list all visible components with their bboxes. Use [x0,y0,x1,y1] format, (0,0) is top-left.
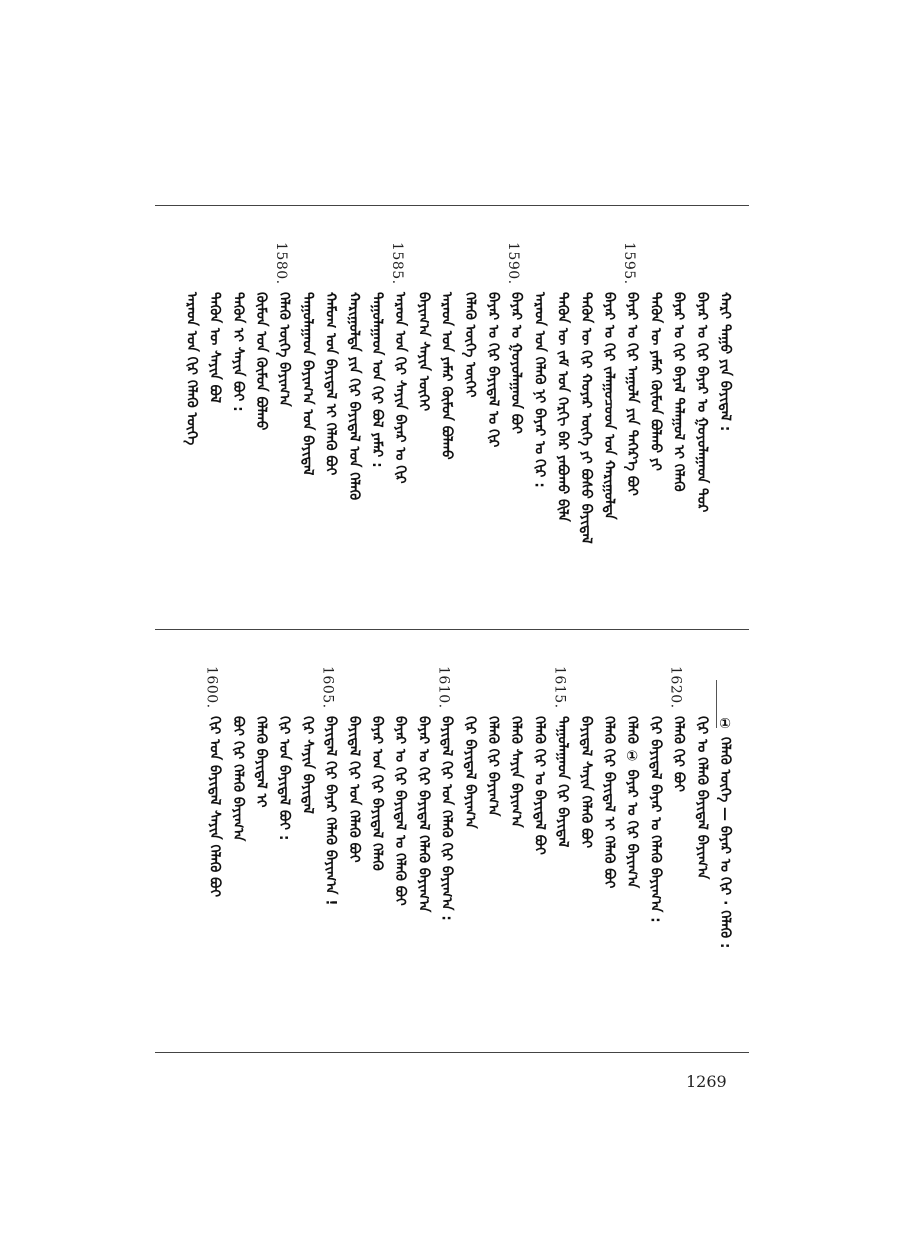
mongolian-text-line: ᠲᠡᠭᠦᠨ ᠦ ᠰᠠᠶᠢᠨ ᠪᠤᠯ [206,292,223,403]
top-rule [155,205,749,206]
mongolian-text-line: ᠲᠠᠭᠤᠯᠠᠭᠠᠳ ᠤᠨ ᠬᠢᠷ ᠪᠤᠯ ᠶᠠᠮᠠᠷ : [369,292,385,468]
mongolian-text-line: ᠲᠠᠭᠤᠯᠠᠭᠠᠳ ᠪᠠᠶᠢᠭ᠎ᠠ ᠤᠨ ᠪᠠᠶᠢᠳᠠᠯ [299,292,316,476]
mongolian-text-line: ᠪᠠᠶᠠᠷ ᠤ ᠭᠤᠶᠤᠯᠠᠭᠠᠳ ᠪᠤᠢ [508,292,525,434]
mongolian-text-line: ᠬᠡᠯᠡᠬᠦ ᠬᠢᠷ ᠪᠠᠶᠢᠭ᠎ᠠ [485,716,501,817]
text-column [176,212,206,622]
mongolian-text-line: ᠪᠠᠶᠢᠳᠠᠯ ᠬᠢᠷ ᠪᠠᠶᠠᠷ ᠬᠡᠯᠡᠬᠦ ᠪᠠᠶᠢᠭ᠎ᠠ ! [322,716,339,906]
mongolian-text-line: ᠲᠡᠭᠦᠨ ᠦ ᠶᠠᠮᠠᠷ ᠬᠦᠮᠦᠨ ᠪᠤᠯᠬᠤ ᠶᠢ [647,292,664,471]
mongolian-text-line: ᠬᠢᠷ ᠤ ᠬᠡᠯᠡᠬᠦ ᠪᠠᠶᠢᠳᠠᠯ ᠪᠠᠶᠢᠭ᠎ᠠ [693,716,710,880]
bottom-rule [155,1052,749,1053]
mongolian-text-line: ᠪᠠᠶᠠᠷ ᠤ ᠬᠢᠷ ᠪᠠᠶᠢᠳᠠᠯ ᠤ ᠬᠢᠷ [485,292,501,448]
mongolian-text-line: ᠬᠢᠷ ᠤᠨ ᠪᠠᠶᠢᠳᠠᠯ ᠰᠠᠶᠢᠨ ᠬᠡᠯᠡᠬᠦ ᠪᠤᠢ [206,716,223,898]
mongolian-text-line: ᠬᠡᠯᠡᠬᠦ ᠦᠭᠡ ᠦᠭᠡᠢ [461,292,478,398]
mongolian-text-line: ᠬᠢᠷ ᠪᠠᠶᠢᠳᠠᠯ ᠪᠠᠶᠢᠭ᠎ᠠ [461,716,478,829]
lower-text-panel [155,636,749,1046]
line-number: 1595. [621,242,638,285]
mongolian-text-line: ᠪᠠᠶᠠᠷ ᠤ ᠬᠢᠷ ᠪᠠᠶᠢᠳᠠᠯ ᠬᠡᠯᠡᠬᠦ ᠪᠠᠶᠢᠭ᠎ᠠ [415,716,432,913]
mongolian-text-line: ᠪᠠᠶᠢᠭ᠎ᠠ ᠰᠠᠶᠢᠨ ᠦᠭᠡᠢ [415,292,432,412]
line-number: 1605. [319,666,336,709]
line-number: 1620. [667,666,684,709]
mongolian-text-line: ᠪᠤᠢ ᠬᠢᠷ ᠬᠡᠯᠡᠬᠦ ᠪᠠᠶᠢᠭ᠎ᠠ [229,716,246,842]
mongolian-text-line: ᠬᠢᠷ ᠰᠠᠶᠢᠨ ᠪᠠᠶᠢᠳᠠᠯ [299,716,316,814]
line-number: 1585. [389,242,406,285]
line-number: 1615. [551,666,568,709]
mongolian-text-line: ᠲᠡᠭᠦᠨ ᠢ ᠰᠠᠶᠢᠨ ᠪᠤᠢ : [229,292,246,412]
mongolian-text-line: ᠬᠡᠯᠡᠬᠦ ᠦᠭᠡ ᠪᠠᠶᠢᠭ᠎ᠠ [276,292,293,407]
middle-rule [155,629,749,630]
mongolian-text-line: ᠪᠠᠶᠢᠳᠠᠯ ᠰᠠᠶᠢᠨ ᠬᠡᠯᠡᠬᠦ ᠪᠤᠢ [577,716,594,849]
mongolian-text-line: ᠬᠡᠯᠡᠬᠦ ① ᠪᠠᠶᠠᠷ ᠤ ᠬᠢᠷ ᠪᠠᠶᠢᠭ᠎ᠠ [624,716,641,889]
mongolian-text-line: ᠬᠡᠯᠡᠬᠦ ᠬᠢᠷ ᠪᠠᠶᠢᠳᠠᠯ ᠢ ᠬᠡᠯᠡᠬᠦ ᠪᠤᠢ [601,716,617,889]
mongolian-text-line: ᠬᠡᠯᠡᠬᠦ ᠬᠢᠷ ᠪᠤᠢ [670,716,687,792]
mongolian-text-line: ᠠᠷᠠᠳ ᠤᠨ ᠬᠢᠷ ᠰᠠᠶᠢᠨ ᠪᠠᠶᠠᠷ ᠤ ᠬᠢᠷ [392,292,409,484]
mongolian-text-line: ᠬᠦᠮᠦᠨ ᠤᠨ ᠬᠦᠮᠦᠨ ᠪᠤᠯᠬᠤ [253,292,269,431]
mongolian-text-line: ᠪᠠᠶᠢᠳᠠᠯ ᠬᠢᠷ ᠤᠨ ᠬᠡᠯᠡᠬᠦ ᠬᠢᠷ ᠪᠠᠶᠢᠭ᠎ᠠ : [438,716,455,921]
mongolian-text-line: ᠠᠷᠠᠳ ᠤᠨ ᠬᠢᠷ ᠬᠡᠯᠡᠬᠦ ᠦᠭᠡ [183,292,200,446]
mongolian-text-line: ᠪᠠᠶᠠᠷ ᠤ ᠬᠢᠷ ᠠᠭᠤᠯᠠ ᠶᠢᠨ ᠳᠡᠭᠡᠷ᠎ᠡ ᠪᠤᠢ [624,292,641,496]
mongolian-text-line: ᠬᠠᠷᠢᠭᠤᠯᠲᠠ ᠶᠢᠨ ᠬᠢᠷ ᠪᠠᠶᠢᠳᠠᠯ ᠤᠨ ᠬᠡᠯᠡᠬᠦ [345,292,362,501]
line-number: 1580. [273,242,290,285]
mongolian-text-line: ① ᠬᠡᠯᠡᠬᠦ ᠦᠭᠡ — ᠪᠠᠶᠠᠷ ᠤ ᠬᠢᠷ · ᠬᠡᠯᠡᠬᠦ : [717,716,733,949]
line-number: 1610. [435,666,452,709]
mongolian-text-line: ᠲᠠᠭᠤᠯᠠᠭᠠᠳ ᠬᠢᠷ ᠪᠠᠶᠢᠳᠠᠯ [554,716,571,848]
mongolian-text-line: ᠪᠠᠶᠠᠷ ᠤ ᠬᠢᠷ ᠪᠠᠶᠠᠯ ᠲᠠᠯᠠᠭᠤᠯ ᠢ ᠬᠡᠯᠡᠬᠦ [670,292,687,492]
text-column [200,636,230,1046]
line-number: 1600. [203,666,220,709]
mongolian-text-line: ᠪᠠᠶᠠᠷ ᠤᠨ ᠬᠢᠷ ᠪᠠᠶᠢᠳᠠᠯ ᠬᠡᠯᠡᠬᠦ [369,716,385,871]
mongolian-text-line: ᠪᠠᠶᠠᠷ ᠤ ᠬᠢᠷ ᠵᠠᠯᠠᠭᠤᠴᠤᠳ ᠤᠨ ᠬᠠᠷᠢᠭᠤᠯᠲᠠ [601,292,617,520]
upper-text-panel [155,212,749,622]
mongolian-text-line: ᠪᠠᠶᠠᠷ ᠤ ᠬᠢᠷ ᠪᠠᠶᠠᠷ ᠤ ᠭᠤᠶᠤᠯᠠᠭᠠᠳ ᠳᠤᠷ [693,292,710,513]
mongolian-text-line: ᠲᠡᠭᠦᠨ ᠦ ᠵᠠᠮ ᠤᠨ ᠬᠡᠷᠬᠢ ᠪᠡᠷ ᠶᠠᠪᠤᠬᠤ ᠪᠢᠯᠡ [554,292,571,522]
mongolian-text-line: ᠪᠠᠶᠢᠳᠠᠯ ᠬᠢᠷ ᠤᠨ ᠬᠡᠯᠡᠬᠦ ᠪᠤᠢ [345,716,362,863]
mongolian-text-line: ᠲᠡᠭᠦᠨ ᠦ ᠬᠢᠷ ᠬᠣᠶᠠᠷ ᠦᠭᠡ ᠶᠢ ᠪᠤᠰᠤ ᠪᠠᠶᠢᠳᠠᠯ [577,292,594,544]
mongolian-text-line: ᠬᠠᠷᠢ ᠳᠠᠭᠤ ᠶᠢᠨ ᠪᠠᠶᠢᠳᠠᠯ : [717,292,733,432]
mongolian-text-line: ᠬᠠᠮᠤᠭ ᠤᠨ ᠪᠠᠶᠢᠳᠠᠯ ᠢ ᠬᠡᠯᠡᠬᠦ ᠪᠤᠢ [322,292,339,476]
mongolian-text-line: ᠪᠠᠶᠠᠷ ᠤ ᠬᠢᠷ ᠪᠠᠶᠢᠳᠠᠯ ᠤ ᠬᠡᠯᠡᠬᠦ ᠪᠤᠢ [392,716,409,906]
mongolian-text-line: ᠬᠡᠯᠡᠬᠦ ᠬᠢᠷ ᠤ ᠪᠠᠶᠢᠳᠠᠯ ᠪᠤᠢ [531,716,548,855]
mongolian-text-line: ᠬᠡᠯᠡᠬᠦ ᠪᠠᠶᠢᠳᠠᠯ ᠢ [253,716,269,808]
mongolian-text-line: ᠬᠢᠷ ᠪᠠᠶᠢᠳᠠᠯ ᠪᠠᠶᠠᠷ ᠤ ᠬᠡᠯᠡᠬᠦ ᠪᠠᠶᠢᠭ᠎ᠠ : [647,716,664,923]
mongolian-text-line: ᠬᠢᠷ ᠤᠨ ᠪᠠᠶᠢᠳᠠᠯ ᠪᠤᠢ : [276,716,293,841]
mongolian-text-line: ᠬᠡᠯᠡᠬᠦ ᠰᠠᠶᠢᠨ ᠪᠠᠶᠢᠭ᠎ᠠ [508,716,525,828]
mongolian-text-line: ᠠᠷᠠᠳ ᠤᠨ ᠬᠡᠯᠡᠬᠦ ᠨᠢ ᠪᠠᠶᠠᠷ ᠤ ᠬᠢᠷ : [531,292,548,488]
line-number: 1590. [505,242,522,285]
page-number: 1269 [686,1072,727,1091]
mongolian-text-line: ᠠᠷᠠᠳ ᠤᠨ ᠶᠠᠮᠠᠷ ᠬᠦᠮᠦᠨ ᠪᠤᠯᠬᠤ [438,292,455,460]
